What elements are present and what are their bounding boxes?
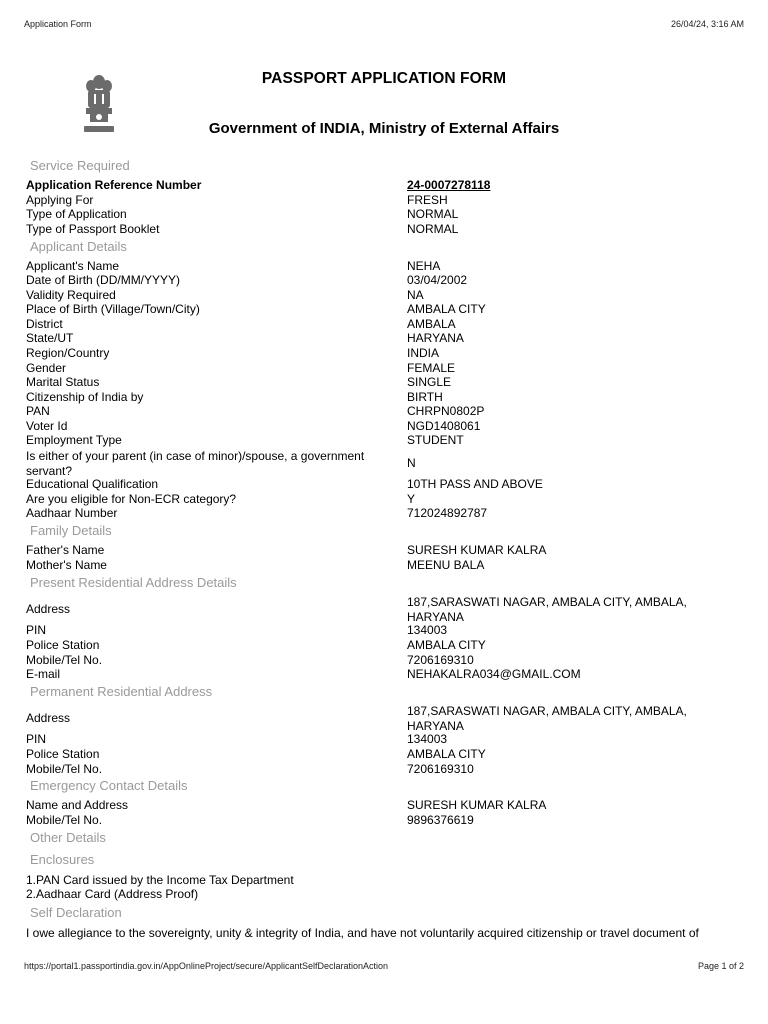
field-value: NEHAKALRA034@GMAIL.COM bbox=[407, 667, 581, 681]
field-label: Father's Name bbox=[26, 543, 105, 557]
field-label: Voter Id bbox=[26, 419, 68, 433]
section-applicant-details: Applicant Details bbox=[30, 239, 127, 254]
field-value: 03/04/2002 bbox=[407, 273, 468, 287]
field-value: FRESH bbox=[407, 193, 448, 207]
form-title: PASSPORT APPLICATION FORM bbox=[261, 70, 507, 87]
field-value: NEHA bbox=[407, 259, 441, 273]
field-value: CHRPN0802P bbox=[407, 404, 485, 418]
field-value: 187,SARASWATI NAGAR, AMBALA CITY, AMBALA, HARYANA bbox=[407, 595, 687, 624]
field-label: Address bbox=[26, 602, 71, 616]
field-value: HARYANA bbox=[407, 331, 464, 345]
field-value: SINGLE bbox=[407, 375, 452, 389]
field-label: Police Station bbox=[26, 747, 100, 761]
field-value: AMBALA CITY bbox=[407, 638, 486, 652]
field-label: PAN bbox=[26, 404, 50, 418]
field-value: N bbox=[407, 456, 416, 470]
field-value: 712024892787 bbox=[407, 506, 488, 520]
field-value: MEENU BALA bbox=[407, 558, 485, 572]
field-value: AMBALA bbox=[407, 317, 456, 331]
page-number: Page 1 of 2 bbox=[697, 961, 744, 971]
section-enclosures: Enclosures bbox=[30, 852, 95, 867]
field-label: District bbox=[26, 317, 63, 331]
print-header bbox=[24, 19, 744, 33]
field-value: BIRTH bbox=[407, 390, 443, 404]
field-label: Mother's Name bbox=[26, 558, 107, 572]
print-footer bbox=[24, 961, 744, 975]
field-label: State/UT bbox=[26, 331, 74, 345]
field-label: Police Station bbox=[26, 638, 100, 652]
field-label: Address bbox=[26, 711, 71, 725]
field-value: NORMAL bbox=[407, 222, 459, 236]
field-value: Y bbox=[407, 492, 416, 506]
field-label: Mobile/Tel No. bbox=[26, 653, 103, 667]
field-label: Marital Status bbox=[26, 375, 100, 389]
page-url: https://portal1.passportindia.gov.in/AppOnlineProject/secure/ApplicantSelfDeclarationAction bbox=[24, 961, 389, 971]
field-label: Aadhaar Number bbox=[26, 506, 118, 520]
field-label: Mobile/Tel No. bbox=[26, 813, 103, 827]
field-value: 7206169310 bbox=[407, 762, 474, 776]
field-label: Application Reference Number bbox=[26, 178, 202, 192]
section-family-details: Family Details bbox=[30, 523, 112, 538]
print-header-title: Application Form bbox=[24, 19, 92, 29]
enclosure-item: 2.Aadhaar Card (Address Proof) bbox=[26, 887, 199, 901]
field-value: AMBALA CITY bbox=[407, 747, 486, 761]
field-label: PIN bbox=[26, 623, 47, 637]
field-value: 187,SARASWATI NAGAR, AMBALA CITY, AMBALA, HARYANA bbox=[407, 704, 687, 733]
self-declaration-text: I owe allegiance to the sovereignty, unity & integrity of India, and have not voluntarily acquired citizenship or travel document of bbox=[26, 926, 699, 940]
ministry-title: Government of INDIA, Ministry of External Affairs bbox=[208, 120, 560, 137]
field-label: Type of Application bbox=[26, 207, 127, 221]
field-label: Type of Passport Booklet bbox=[26, 222, 160, 236]
section-self-declaration: Self Declaration bbox=[30, 905, 122, 920]
field-label: Name and Address bbox=[26, 798, 129, 812]
field-label: Validity Required bbox=[26, 288, 116, 302]
field-value: 24-0007278118 bbox=[407, 178, 491, 192]
field-value: NGD1408061 bbox=[407, 419, 481, 433]
field-value: NA bbox=[407, 288, 424, 302]
field-value: 134003 bbox=[407, 623, 448, 637]
field-label: Citizenship of India by bbox=[26, 390, 144, 404]
field-label: Applicant's Name bbox=[26, 259, 119, 273]
field-value: INDIA bbox=[407, 346, 440, 360]
field-value: 134003 bbox=[407, 732, 448, 746]
field-value: AMBALA CITY bbox=[407, 302, 486, 316]
field-label: Region/Country bbox=[26, 346, 110, 360]
field-label: Place of Birth (Village/Town/City) bbox=[26, 302, 200, 316]
field-label: Mobile/Tel No. bbox=[26, 762, 103, 776]
field-value: 7206169310 bbox=[407, 653, 474, 667]
field-label: E-mail bbox=[26, 667, 61, 681]
field-label: Employment Type bbox=[26, 433, 122, 447]
field-label: PIN bbox=[26, 732, 47, 746]
field-value: SURESH KUMAR KALRA bbox=[407, 543, 547, 557]
field-label: Applying For bbox=[26, 193, 94, 207]
field-value: STUDENT bbox=[407, 433, 464, 447]
field-label: Date of Birth (DD/MM/YYYY) bbox=[26, 273, 181, 287]
field-value: SURESH KUMAR KALRA bbox=[407, 798, 547, 812]
section-present-address: Present Residential Address Details bbox=[30, 575, 237, 590]
field-value: 9896376619 bbox=[407, 813, 474, 827]
field-label: Is either of your parent (in case of minor)/spouse, a government servant? bbox=[26, 449, 365, 478]
section-permanent-address: Permanent Residential Address bbox=[30, 684, 213, 699]
field-value: NORMAL bbox=[407, 207, 459, 221]
section-service-required: Service Required bbox=[30, 158, 130, 173]
field-label: Are you eligible for Non-ECR category? bbox=[26, 492, 237, 506]
field-label: Educational Qualification bbox=[26, 477, 159, 491]
enclosure-item: 1.PAN Card issued by the Income Tax Department bbox=[26, 873, 294, 887]
print-header-datetime: 26/04/24, 3:16 AM bbox=[670, 19, 744, 29]
section-emergency-contact: Emergency Contact Details bbox=[30, 778, 188, 793]
section-other-details: Other Details bbox=[30, 830, 106, 845]
field-value: FEMALE bbox=[407, 361, 456, 375]
field-value: 10TH PASS AND ABOVE bbox=[407, 477, 543, 491]
field-label: Gender bbox=[26, 361, 67, 375]
